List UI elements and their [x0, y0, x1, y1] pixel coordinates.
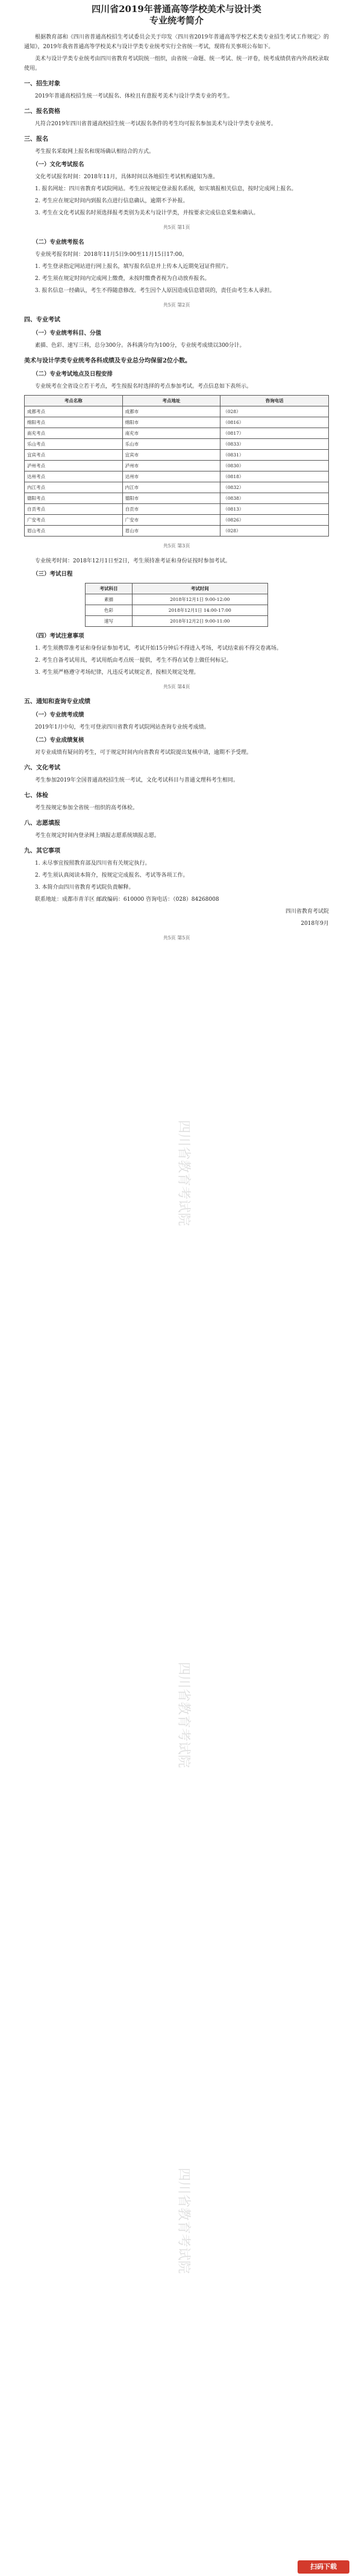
section-paragraph: 1. 未尽事宜按照教育部及四川省有关规定执行。	[35, 860, 151, 866]
table-cell: （0818）	[220, 471, 329, 482]
section-paragraph: 2. 考生须在规定时间内完成网上缴费，未按时缴费者视为自动放弃报名。	[35, 276, 210, 282]
table-cell: 南充考点	[25, 428, 123, 439]
table-cell: 德阳市	[122, 493, 220, 504]
table-row	[25, 515, 329, 526]
table-cell: 达州考点	[25, 471, 123, 482]
table-header: 咨询电话	[220, 396, 329, 406]
section-paragraph: 对专业成绩有疑问的考生，可于规定时间内向省教育考试院提出复核申请，逾期不予受理。	[35, 750, 252, 756]
table-cell: 2018年12月1日 14:00-17:00	[132, 605, 267, 616]
section-paragraph: 3. 报名信息一经确认，考生不得随意修改。考生因个人原因造成信息错误的，责任由考生本人承担。	[35, 288, 275, 294]
section-paragraph: 3. 本简介由四川省教育考试院负责解释。	[35, 885, 134, 891]
subsection-heading: （三）考试日程	[33, 571, 73, 577]
intro-paragraph-1: 根据教育部和《四川省普通高校招生考试委员会关于印发〈四川省2019年普通高等学校艺术类专业招生考试工作规定〉的通知》，2019年我省普通高等学校美术与设计学类专业统考实行全省统一考试，现将有关事项公布如下。	[24, 34, 329, 50]
table-cell: 乐山考点	[25, 439, 123, 450]
table-row	[25, 482, 329, 493]
subsection-heading: （二）专业统考报名	[33, 239, 84, 246]
section-paragraph: 3. 考生在文化考试报名时须选择报考类别为美术与设计学类，并按要求完成信息采集和确认。	[35, 210, 259, 216]
table-cell: （0838）	[220, 493, 329, 504]
intro-paragraph-2: 美术与设计学类专业统考由四川省教育考试院统一组织，由省统一命题、统一考试、统一评卷，统考成绩供省内外高校录取使用。	[24, 56, 329, 72]
site-logo[interactable]: 扫码下载	[298, 2560, 349, 2574]
table-row	[25, 471, 329, 482]
table-header: 考点地址	[122, 396, 220, 406]
section-paragraph: 考生在规定时间内登录网上填报志愿系统填报志愿。	[35, 833, 160, 839]
section-heading: 四、专业考试	[24, 317, 60, 323]
section-heading: 七、体检	[24, 792, 48, 799]
table-row	[25, 406, 329, 417]
table-cell: （0830）	[220, 461, 329, 471]
section-paragraph: 专业统考时间：2018年12月1日至2日，考生须持准考证和身份证按时参加考试。	[35, 558, 231, 564]
table-cell: 内江市	[122, 482, 220, 493]
table-cell: 绵阳市	[122, 417, 220, 428]
section-paragraph: 2019年1月中旬，考生可登录四川省教育考试院网站查询专业统考成绩。	[35, 724, 210, 730]
table-row	[86, 594, 268, 605]
table-cell: 内江考点	[25, 482, 123, 493]
subsection-heading: （二）专业考试地点及日程安排	[33, 371, 113, 378]
signature-date: 2018年9月	[301, 921, 329, 927]
table-cell: （0832）	[220, 482, 329, 493]
section-paragraph: 3. 考生须严格遵守考场纪律，凡违反考试规定者，按相关规定处理。	[35, 670, 199, 676]
table-header: 考点名称	[25, 396, 123, 406]
table-cell: 成都市	[122, 406, 220, 417]
section-paragraph: 2019年普通高校招生统一考试报名、体检且有意报考美术与设计学类专业的考生。	[35, 93, 233, 99]
table-row	[25, 493, 329, 504]
section-paragraph: 1. 考生登录指定网站进行网上报名，填写报名信息并上传本人近期免冠证件照片。	[35, 264, 232, 270]
table-cell: 广安考点	[25, 515, 123, 526]
table-row	[25, 526, 329, 537]
page-number: 共5页 第1页	[163, 225, 190, 230]
section-paragraph: 2. 考生应在规定时间内到报名点进行信息确认，逾期不予补报。	[35, 198, 189, 204]
table-row	[86, 605, 268, 616]
page-number: 共5页 第4页	[163, 684, 190, 689]
section-heading: 八、志愿填报	[24, 820, 60, 827]
signature-org: 四川省教育考试院	[285, 909, 329, 915]
table-cell: （0826）	[220, 515, 329, 526]
subsection-heading: （四）考试注意事项	[33, 633, 84, 639]
section-paragraph: 专业统考报名时间：2018年11月5日9:00至11月15日17:00。	[35, 252, 188, 258]
table-cell: 南充市	[122, 428, 220, 439]
watermark: 四川省教育考试院	[176, 1662, 191, 1769]
highlight-note: 美术与设计学类专业统考各科成绩及专业总分均保留2位小数。	[24, 358, 191, 364]
table-header: 考试科目	[86, 583, 133, 594]
table-cell: （0831）	[220, 450, 329, 461]
exam-schedule-table	[85, 583, 268, 627]
table-cell: 色彩	[86, 605, 133, 616]
section-heading: 一、招生对象	[24, 81, 60, 87]
section-paragraph: 2. 考生须认真阅读本简介，按规定完成报名、考试等各项工作。	[35, 873, 189, 879]
section-heading: 九、其它事项	[24, 848, 60, 854]
page-number: 共5页 第3页	[163, 543, 190, 549]
table-header: 考试时间	[132, 583, 267, 594]
section-heading: 五、通知和查询专业成绩	[24, 698, 90, 705]
section-paragraph: 凡符合2019年四川省普通高校招生统一考试报名条件的考生均可报名参加美术与设计学类专业统考。	[35, 121, 276, 127]
section-paragraph: 1. 报名网址：四川省教育考试院网站。考生应按规定登录报名系统，如实填报相关信息，按时完成网上报名。	[35, 186, 297, 192]
doc-subtitle: 专业统考简介	[149, 15, 204, 26]
watermark: 四川省教育考试院	[176, 2168, 191, 2274]
table-cell: （0813）	[220, 504, 329, 515]
table-cell: 乐山市	[122, 439, 220, 450]
exam-sites-table	[24, 395, 329, 537]
table-row	[25, 461, 329, 471]
table-cell: 德阳考点	[25, 493, 123, 504]
table-cell: （0817）	[220, 428, 329, 439]
table-cell: 绵阳考点	[25, 417, 123, 428]
section-paragraph: 专业统考在全省设立若干考点，考生按报名时选择的考点参加考试。考点信息如下表所示。	[35, 384, 252, 390]
page-number: 共5页 第2页	[163, 302, 190, 308]
table-cell: 2018年12月2日 9:00-11:00	[132, 616, 267, 627]
table-cell: 素描	[86, 594, 133, 605]
table-cell: 眉山考点	[25, 526, 123, 537]
table-cell: 宜宾考点	[25, 450, 123, 461]
table-cell: 2018年12月1日 9:00-12:00	[132, 594, 267, 605]
contact-info: 联系地址：成都市青羊区 邮政编码：610000 咨询电话：（028）84268008	[35, 897, 219, 903]
table-cell: 成都考点	[25, 406, 123, 417]
table-cell: 自贡考点	[25, 504, 123, 515]
table-cell: 速写	[86, 616, 133, 627]
table-cell: （0833）	[220, 439, 329, 450]
table-cell: 宜宾市	[122, 450, 220, 461]
subsection-heading: （一）专业统考科目、分值	[33, 330, 102, 337]
table-cell: 泸州市	[122, 461, 220, 471]
section-heading: 六、文化考试	[24, 765, 60, 771]
section-paragraph: 素描、色彩、速写三科，总分300分。各科满分均为100分，专业统考成绩以300分计。	[35, 343, 245, 349]
table-cell: （0816）	[220, 417, 329, 428]
section-paragraph: 文化考试报名时间：2018年11月，具体时间以各地招生考试机构通知为准。	[35, 174, 219, 180]
table-cell: （028）	[220, 406, 329, 417]
subsection-heading: （一）专业统考成绩	[33, 712, 84, 718]
table-row	[25, 504, 329, 515]
subsection-heading: （一）文化考试报名	[33, 161, 84, 168]
doc-title: 四川省2019年普通高等学校美术与设计类	[92, 4, 261, 14]
section-heading: 三、报名	[24, 136, 48, 143]
table-cell: 广安市	[122, 515, 220, 526]
table-cell: 泸州考点	[25, 461, 123, 471]
page-number: 共5页 第5页	[163, 935, 190, 941]
table-cell: 眉山市	[122, 526, 220, 537]
section-paragraph: 考生按规定参加全省统一组织的高考体检。	[35, 805, 139, 811]
watermark: 四川省教育考试院	[176, 1120, 191, 1227]
table-cell: 自贡市	[122, 504, 220, 515]
section-heading: 二、报名资格	[24, 108, 60, 115]
table-row	[25, 450, 329, 461]
table-row	[25, 439, 329, 450]
table-row	[25, 417, 329, 428]
table-cell: （028）	[220, 526, 329, 537]
section-paragraph: 1. 考生须携带准考证和身份证参加考试，考试开始15分钟后不得进入考场，考试结束前不得交卷离场。	[35, 646, 282, 652]
subsection-heading: （二）专业成绩复核	[33, 737, 84, 744]
section-paragraph: 考生参加2019年全国普通高校招生统一考试，文化考试科目与普通文理科考生相同。	[35, 777, 239, 783]
section-paragraph: 考生报名采取网上报名和现场确认相结合的方式。	[35, 149, 155, 155]
table-cell: 达州市	[122, 471, 220, 482]
table-row	[25, 428, 329, 439]
section-paragraph: 2. 考生自备考试用具，考试用纸由考点统一提供，考生不得在试卷上做任何标记。	[35, 658, 232, 664]
table-row	[86, 616, 268, 627]
